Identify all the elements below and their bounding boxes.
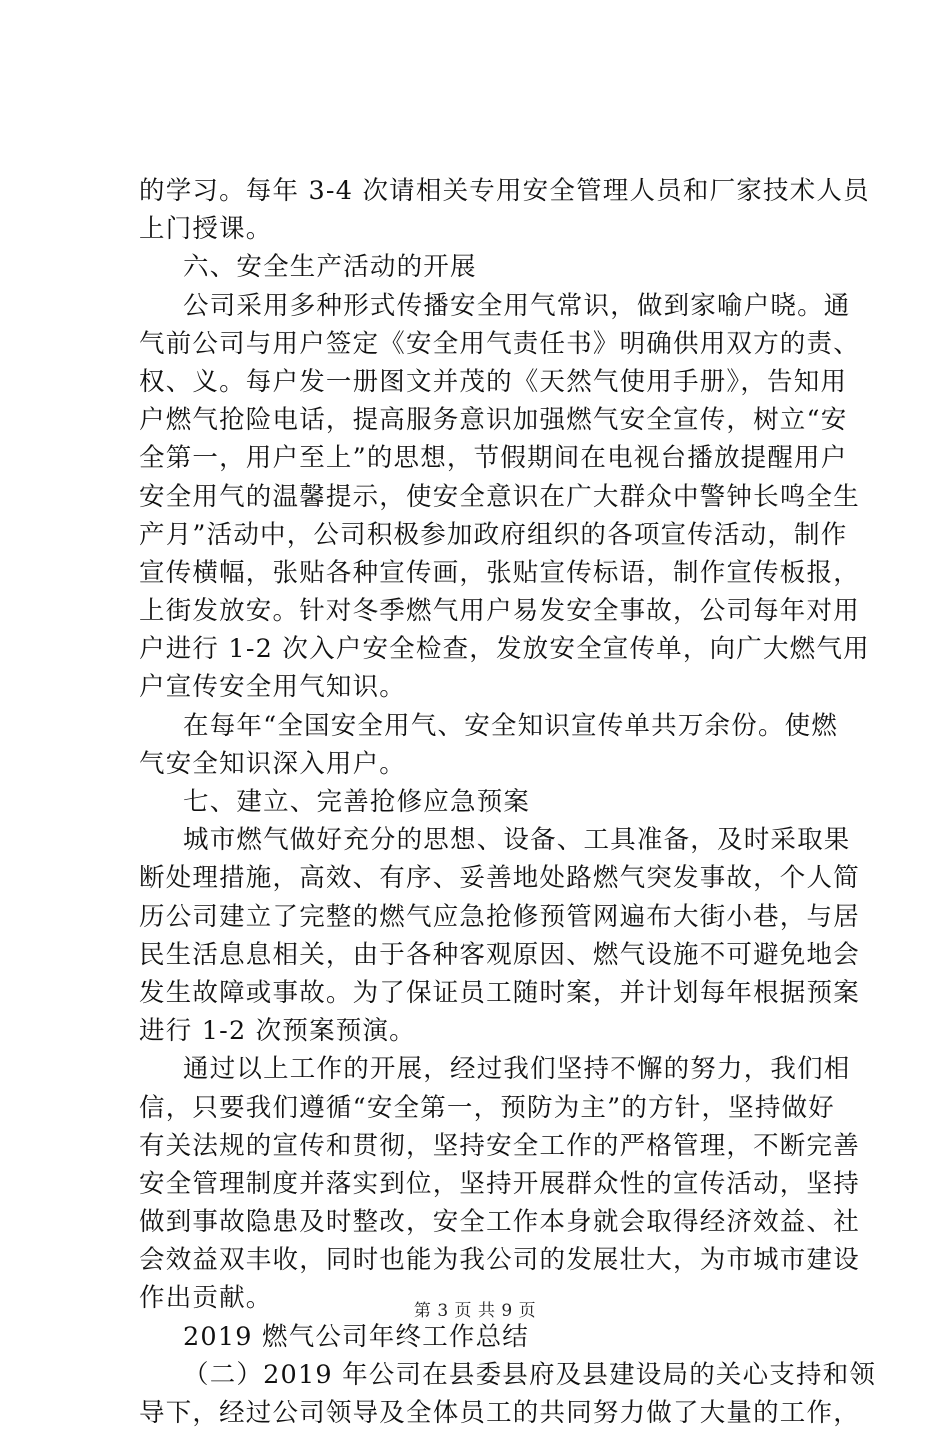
- text-line: 安全管理制度并落实到位，坚持开展群众性的宣传活动，坚持: [139, 1168, 860, 1199]
- text-line: 进行 1-2 次预案预演。: [139, 1016, 416, 1047]
- text-line: 2019 燃气公司年终工作总结: [183, 1321, 530, 1352]
- text-line: 导下，经过公司领导及全体员工的共同努力做了大量的工作，: [139, 1398, 860, 1428]
- text-line: 发生故障或事故。为了保证员工随时案，并计划每年根据预案: [139, 977, 860, 1008]
- document-body: [139, 172, 877, 1432]
- text-line: （二）2019 年公司在县委县府及县建设局的关心支持和领: [183, 1359, 877, 1390]
- text-line: 做到事故隐患及时整改，安全工作本身就会取得经济效益、社: [139, 1207, 860, 1238]
- text-line: 的学习。每年 3-4 次请相关专用安全管理人员和厂家技术人员: [139, 176, 870, 206]
- text-line: 户宣传安全用气知识。: [139, 672, 407, 703]
- text-line: 有关法规的宣传和贯彻，坚持安全工作的严格管理，不断完善: [139, 1130, 860, 1161]
- text-line: 全第一，用户至上”的思想，节假期间在电视台播放提醒用户: [139, 443, 848, 474]
- text-line: 公司采用多种形式传播安全用气常识，做到家喻户晓。通: [183, 290, 851, 321]
- text-line: 产月”活动中，公司积极参加政府组织的各项宣传活动，制作: [139, 519, 848, 550]
- text-line: 历公司建立了完整的燃气应急抢修预管网遍布大街小巷，与居: [139, 901, 860, 932]
- text-line: 会效益双丰收，同时也能为我公司的发展壮大，为市城市建设: [139, 1245, 860, 1276]
- text-line: 户燃气抢险电话，提高服务意识加强燃气安全宣传，树立“安: [139, 405, 848, 436]
- text-line: 在每年“全国安全用气、安全知识宣传单共万余份。使燃: [183, 710, 839, 741]
- text-line: 上门授课。: [139, 214, 273, 245]
- text-line: 七、建立、完善抢修应急预案: [183, 787, 531, 817]
- text-line: 信，只要我们遵循“安全第一，预防为主”的方针，坚持做好: [139, 1092, 835, 1123]
- text-line: 宣传横幅，张贴各种宣传画，张贴宣传标语，制作宣传板报，: [139, 557, 860, 588]
- page-footer: 第 3 页 共 9 页: [413, 1301, 537, 1321]
- text-line: 户进行 1-2 次入户安全检查，发放安全宣传单，向广大燃气用: [139, 634, 870, 665]
- text-line: 上街发放安。针对冬季燃气用户易发安全事故，公司每年对用: [139, 596, 860, 627]
- text-line: 断处理措施，高效、有序、妥善地处路燃气突发事故，个人简: [139, 863, 860, 894]
- text-line: 气前公司与用户签定《安全用气责任书》明确供用双方的责、: [139, 328, 860, 359]
- text-line: 气安全知识深入用户。: [139, 748, 407, 779]
- text-line: 城市燃气做好充分的思想、设备、工具准备，及时采取果: [183, 825, 851, 856]
- text-line: 六、安全生产活动的开展: [183, 252, 477, 283]
- text-line: 权、义。每户发一册图文并茂的《天然气使用手册》，告知用: [139, 366, 848, 397]
- text-line: 安全用气的温馨提示，使安全意识在广大群众中警钟长鸣全生: [139, 481, 860, 512]
- text-line: 作出贡献。: [139, 1283, 273, 1314]
- text-line: 通过以上工作的开展，经过我们坚持不懈的努力，我们相: [183, 1054, 851, 1085]
- text-line: 民生活息息相关，由于各种客观原因、燃气设施不可避免地会: [139, 939, 860, 970]
